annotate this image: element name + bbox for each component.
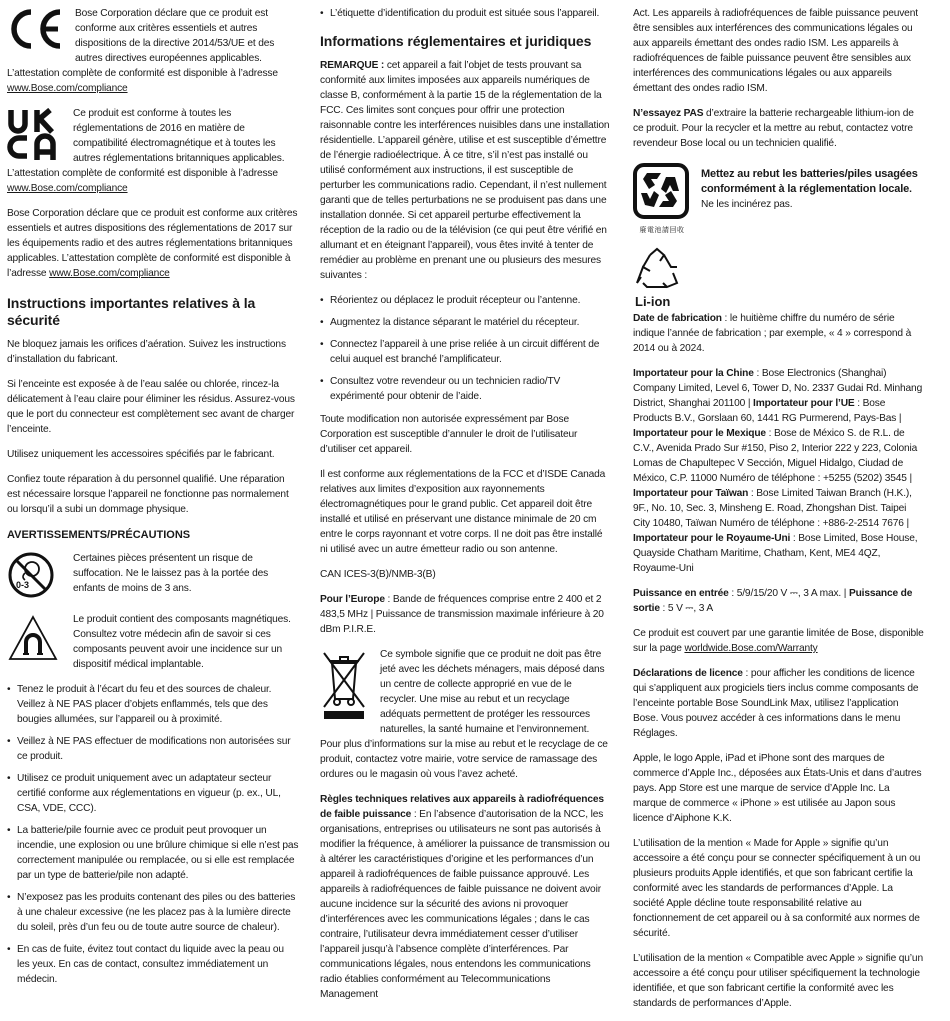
list-item: • L’étiquette d’identification du produit est située sous l’appareil. — [320, 6, 610, 21]
power-paragraph: Puissance en entrée : 5/9/15/20 V ⎓, 3 A max. | Puissance de sortie : 5 V ⎓, 3 A — [633, 588, 913, 614]
liion-section — [633, 247, 925, 309]
lowpower-paragraph: Règles techniques relatives aux appareils à radiofréquences de faible puissance : En l’absence d’autorisation de la NCC, les organisations, entreprises ou utilisateurs ne sont pas autorisés à modifier la fréquence, à améliorer la puissance de transmission ou à altérer les caractéristiques d’origine et les performances d’un appareil à radiofréquences de faible puissance approuvé. Les appareils à radiofréquences de faible puissance ne doivent avoir aucune incidence sur la sécurité des avions ni provoquer d’interférences avec les communications légales ; dans le cas contraire, l’utilisateur devra immédiatement cesser d’utiliser l’appareil jusqu’à l’absence complète d’interférences. Par communications légales, nous entendons les communications radio établies conformément au Telecommunications Management — [320, 794, 610, 1000]
label-bullet-list — [320, 6, 610, 21]
europe-label: Pour l’Europe — [320, 594, 385, 605]
liion-label: Li-ion — [635, 294, 671, 309]
magnet-warning-icon — [7, 614, 59, 662]
taiwan-caption: 廢電池請回收 — [639, 227, 685, 234]
can-ices-label: CAN ICES-3(B)/NMB-3(B) — [320, 569, 436, 580]
column-left — [7, 6, 299, 995]
license-paragraph: Déclarations de licence : pour afficher les conditions de licence qui s’appliquent aux progiciels tiers inclus comme composants de l’enceinte portable Bose SoundLink Max, utilisez l’application Bose. Vous pouvez accéder à ces informations dans le menu Réglages. — [633, 668, 919, 739]
magnet-warning — [7, 612, 299, 682]
safety-heading: Instructions importantes relatives à la sécurité — [7, 295, 256, 328]
safety-para-3: Utilisez uniquement les accessoires spécifiés par le fabricant. — [7, 449, 275, 460]
ukca-paragraph: Ce produit est conforme à toutes les réglementations de 2016 en matière de compatibilité électromagnétique et à toutes les autres réglementations britanniques applicables. L’attestation complète de conformité est disponible à l’adresse www.Bose.com/compliance — [7, 108, 285, 194]
weee-paragraph: Ce symbole signifie que ce produit ne doit pas être jeté avec les déchets ménagers, mais déposé dans un centre de collecte approprié en vue de le recycler. Une mise au rebut et un recyclage adéquats permettent de protéger les ressources naturelles, la santé humaine et l’environnement. Pour plus d’informations sur la mise au rebut et le recyclage de ce produit, contactez votre mairie, votre service de ramassage des ordures ou le magasin où vous l’avez acheté. — [320, 649, 608, 780]
regulatory-heading: Informations réglementaires et juridiques — [320, 33, 592, 49]
dispose-bold: Mettez au rebut les batteries/piles usagées conformément à la réglementation locale — [701, 168, 918, 195]
child-warning-text: Certaines pièces présentent un risque de suffocation. Ne le laissez pas à la portée des enfants de moins de 3 ans. — [73, 553, 269, 594]
battery-dispose-section — [633, 161, 925, 239]
safety-para-4: Confiez toute réparation à du personnel qualifié. Une réparation est nécessaire lorsque l’appareil ne fonctionne pas normalement ou lorsqu’il a subi un dommage physique. — [7, 474, 289, 515]
recycle-icon — [633, 247, 681, 291]
list-item: • Augmentez la distance séparant le matériel du récepteur. — [320, 315, 610, 330]
taiwan-battery-recycle-icon — [633, 163, 689, 219]
safety-para-1: Ne bloquez jamais les orifices d’aération. Suivez les instructions d’installation du fabricant. — [7, 339, 286, 365]
safety-bullet-list — [7, 682, 299, 987]
age-range-label: 0-3 — [16, 580, 30, 590]
list-item: • Utilisez ce produit uniquement avec un adaptateur secteur certifié conforme aux réglementations en vigueur (p. ex., UL, CSA, VDE, CCC). — [7, 771, 299, 816]
battery-label: N’essayez PAS — [633, 108, 704, 119]
lowpower-continued: Act. Les appareils à radiofréquences de faible puissance peuvent être sensibles aux interférences des communications légales ou aux appareils émettant des ondes radio ISM. Les appareils à radiofréquences de faible puissance peuvent être sensibles aux interférences des communications légales ou aux appareils émettant des ondes radio ISM. — [633, 8, 918, 94]
apple-trademark-paragraph: Apple, le logo Apple, iPad et iPhone sont des marques de commerce d’Apple Inc., déposées aux États-Unis et dans d’autres pays. App Store est une marque de service d’Apple Inc. La marque de commerce « iPhone » est utilisée au Japon sous licence d’Aiphone K.K. — [633, 753, 922, 824]
list-item: • N’exposez pas les produits contenant des piles ou des batteries à une chaleur excessive (ne les placez pas à la lumière directe du soleil, près d’un feu ou de toute autre source de chaleur). — [7, 890, 299, 935]
uk-radio-compliance-link[interactable]: www.Bose.com/compliance — [49, 268, 170, 279]
list-item: • Réorientez ou déplacez le produit récepteur ou l’antenne. — [320, 293, 610, 308]
ukca-section — [7, 106, 299, 206]
dispose-paragraph: Mettez au rebut les batteries/piles usagées conformément à la réglementation locale. Ne les incinérez pas. — [701, 168, 918, 210]
ukca-mark-icon — [7, 108, 61, 162]
safety-para-2: Si l’enceinte est exposée à de l’eau salée ou chlorée, rincez-la délicatement à l’eau claire pour éliminer les résidus. Assurez-vous que le port du connecteur est complètement sec avant de charger l’enceinte. — [7, 379, 295, 435]
remarque-paragraph: REMARQUE : cet appareil a fait l’objet de tests prouvant sa conformité aux limites imposées aux appareils numériques de classe B, conformément à la partie 15 de la réglementation de la FCC. Ces limites sont conçues pour offrir une protection raisonnable contre les interférences nuisibles dans une installation résidentielle. L’appareil génère, utilise et est susceptible d’émettre de l’énergie radioélectrique. À ce titre, s’il n’est pas installé ou utilisé conformément aux instructions, il est susceptible de perturber les communications radio. Cependant, il n’est nullement garanti que de telles perturbations ne se produisent pas dans une installation donnée. Si cet appareil perturbe effectivement la réception de la radio ou de la télévision (ce qui peut être vérifié en allumant et en éteignant l’appareil), vous êtes invité à tenter de remédier au problème en prenant une ou plusieurs des mesures suivantes : — [320, 60, 610, 281]
measures-list — [320, 293, 610, 404]
fcc-isde-paragraph: Il est conforme aux réglementations de la FCC et d’ISDE Canada relatives aux limites d’exposition aux rayonnements électromagnétiques pour le grand public. Cet appareil doit être installé et utilisé en préservant une distance minimale de 20 cm entre le corps rayonnant et votre corps. Il ne doit pas être installé ni utilisé avec un autre émetteur radio ou son antenne. — [320, 469, 606, 555]
list-item: • Consultez votre revendeur ou un technicien radio/TV expérimenté pour obtenir de l’aide. — [320, 374, 610, 404]
ce-section — [7, 6, 299, 106]
list-item: • Connectez l’appareil à une prise reliée à un circuit différent de celui auquel est branché l’amplificateur. — [320, 337, 610, 367]
choking-hazard-icon — [7, 551, 55, 599]
europe-paragraph: Pour l’Europe : Bande de fréquences comprise entre 2 400 et 2 483,5 MHz | Puissance de transmission maximale inférieure à 20 dBm P.I.R.E. — [320, 594, 604, 635]
ce-paragraph: Bose Corporation déclare que ce produit est conforme aux critères essentiels et autres dispositions de la directive 2014/53/UE et des autres directives européennes applicables. L’attestation complète de conformité est disponible à l’adresse www.Bose.com/compliance — [7, 8, 278, 94]
lowpower-label: Règles techniques relatives aux appareils à radiofréquences de faible puissance — [320, 794, 604, 820]
list-item: • Veillez à NE PAS effectuer de modifications non autorisées sur ce produit. — [7, 734, 299, 764]
uk-radio-paragraph: Bose Corporation déclare que ce produit est conforme aux critères essentiels et autres dispositions des réglementations de 2017 sur les équipements radio et des autres réglementations britanniques applicables. L’attestation complète de conformité est disponible à l’adresse www.Bose.com/compliance — [7, 208, 298, 279]
crossed-bin-icon — [320, 649, 368, 721]
ce-mark-icon — [7, 8, 63, 50]
column-right — [633, 6, 925, 1021]
ukca-compliance-link[interactable]: www.Bose.com/compliance — [7, 183, 128, 194]
mfg-date-paragraph: Date de fabrication : le huitième chiffre du numéro de série indique l’année de fabrication ; par exemple, « 4 » correspond à 2014 ou à 2024. — [633, 313, 912, 354]
ce-compliance-link[interactable]: www.Bose.com/compliance — [7, 83, 128, 94]
list-item: • La batterie/pile fournie avec ce produit peut provoquer un incendie, une explosion ou une brûlure chimique si elle n’est pas correctement manipulée ou remplacée, ou si elle est remplacée par un type de batterie/pile non adapté. — [7, 823, 299, 883]
importers-paragraph: Importateur pour la Chine : Bose Electronics (Shanghai) Company Limited, Level 6, Tower D, No. 2337 Gudai Rd. Minhang District, Shanghai 201100 | Importateur pour l’UE : Bose Products B.V., Gorslaan 60, 1441 RG Purmerend, Pays-Bas | Importateur pour le Mexique : Bose de México S. de R.L. de C.V., Avenida Prado Sur #150, Piso 2, Interior 222 y 223, Colonia Lomas de Chapultepec V Sección, Miguel Hidalgo, Ciudad de México, C.P. 11000 Numéro de téléphone : +5255 (5202) 3545 | Importateur pour Taïwan : Bose Limited Taiwan Branch (H.K.), 9F., No. 10, Sec. 3, Minsheng E. Road, Zhongshan Dist. Taipei City 10480, Taïwan Numéro de téléphone : +886-2-2514 7676 | Importateur pour le Royaume-Uni : Bose Limited, Bose House, Quayside Chatham Maritime, Chatham, Kent, ME4 4QZ, Royaume-Uni — [633, 368, 923, 574]
battery-paragraph: N’essayez PAS d’extraire la batterie rechargeable lithium-ion de ce produit. Pour la recycler et la mettre au rebut, contactez votre revendeur Bose local ou un technicien qualifié. — [633, 108, 914, 149]
weee-section — [320, 647, 610, 792]
list-item: • Tenez le produit à l’écart du feu et des sources de chaleur. Veillez à NE PAS placer d’objets enflammés, tels que des bougies allumées, sur l’appareil ou à proximité. — [7, 682, 299, 727]
column-middle — [320, 6, 610, 1012]
modification-paragraph: Toute modification non autorisée expressément par Bose Corporation est susceptible d’annuler le droit de l’utilisateur d’utiliser cet appareil. — [320, 414, 578, 455]
warranty-link[interactable]: worldwide.Bose.com/Warranty — [684, 643, 818, 654]
made-for-apple-paragraph: L’utilisation de la mention « Made for Apple » signifie qu’un accessoire a été conçu pour se connecter spécifiquement à un ou plusieurs produits Apple identifiés, et que son fabricant certifie la conformité avec les standards de performances d’Apple. La société Apple décline toute responsabilité relative au fonctionnement de cet appareil ou à sa conformité aux normes de sécurité. — [633, 838, 921, 939]
warranty-paragraph: Ce produit est couvert par une garantie limitée de Bose, disponible sur la page worldwide.Bose.com/Warranty — [633, 628, 924, 654]
list-item: • En cas de fuite, évitez tout contact du liquide avec la peau ou les yeux. En cas de contact, consultez immédiatement un médecin. — [7, 942, 299, 987]
child-warning — [7, 549, 299, 608]
warnings-heading: AVERTISSEMENTS/PRÉCAUTIONS — [7, 529, 191, 541]
remarque-label: REMARQUE : — [320, 60, 385, 71]
compatible-apple-paragraph: L’utilisation de la mention « Compatible avec Apple » signifie qu’un accessoire a été conçu pour utiliser spécifiquement la technologie identifiée, et que son fabricant certifie la conformité avec les standards de performances d’Apple. — [633, 953, 923, 1009]
magnet-warning-text: Le produit contient des composants magnétiques. Consultez votre médecin afin de savoir si ces composants peuvent avoir une incidence sur un dispositif médical implantable. — [73, 614, 291, 670]
